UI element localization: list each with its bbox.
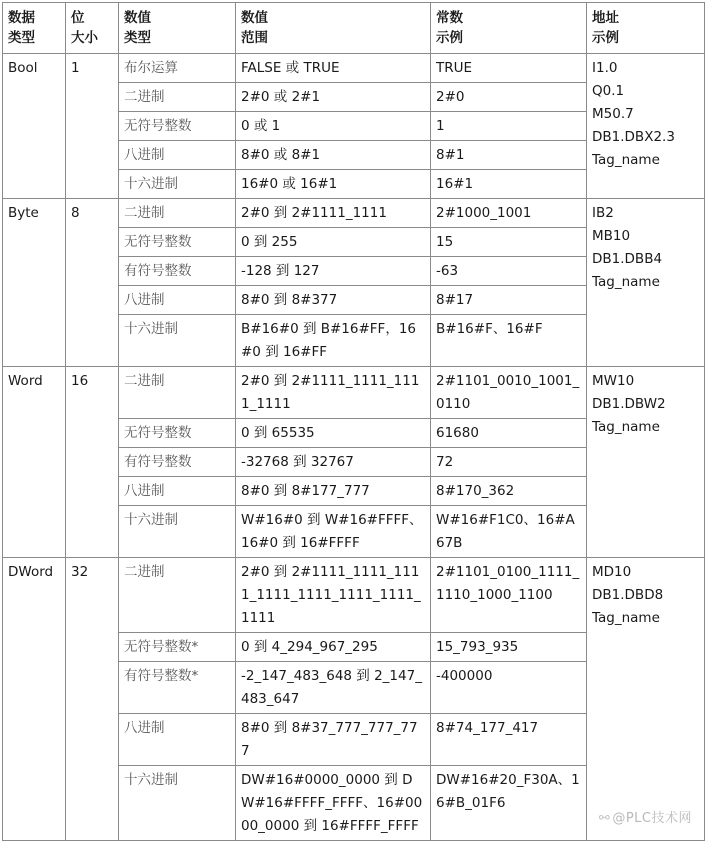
value-type-cell: 二进制 [119,199,236,228]
value-type-cell: 无符号整数* [119,633,236,662]
value-range-cell: -2_147_483_648 到 2_147_483_647 [236,662,431,714]
value-range-cell: 8#0 到 8#377 [236,286,431,315]
table-row [3,558,705,633]
value-range-cell: 2#0 到 2#1111_1111_1111_1111 [236,367,431,419]
constant-example-cell: TRUE [431,54,587,83]
value-type-cell: 二进制 [119,558,236,633]
value-range-cell: 0 到 255 [236,228,431,257]
data-type-cell: DWord [3,558,66,841]
value-type-cell: 无符号整数 [119,419,236,448]
constant-example-cell: 2#1000_1001 [431,199,587,228]
value-range-cell: DW#16#0000_0000 到 DW#16#FFFF_FFFF、16#0000_0000 到 16#FFFF_FFFF [236,766,431,841]
data-type-table [2,2,705,841]
value-range-cell: W#16#0 到 W#16#FFFF、16#0 到 16#FFFF [236,506,431,558]
value-type-cell: 十六进制 [119,506,236,558]
bit-size-cell: 8 [66,199,119,367]
bit-size-cell: 1 [66,54,119,199]
constant-example-cell: 1 [431,112,587,141]
constant-example-cell: 16#1 [431,170,587,199]
value-type-cell: 十六进制 [119,315,236,367]
header-value-type: 数值 类型 [119,3,236,54]
value-range-cell: 8#0 到 8#177_777 [236,477,431,506]
constant-example-cell: W#16#F1C0、16#A67B [431,506,587,558]
value-range-cell: 2#0 到 2#1111_1111 [236,199,431,228]
address-example-cell: IB2 MB10 DB1.DBB4 Tag_name [587,199,705,367]
watermark-text: @PLC技术网 [612,811,692,826]
bit-size-cell: 32 [66,558,119,841]
table-row [3,367,705,419]
header-row [3,3,705,54]
constant-example-cell: B#16#F、16#F [431,315,587,367]
value-type-cell: 八进制 [119,714,236,766]
constant-example-cell: 8#170_362 [431,477,587,506]
constant-example-cell: 2#1101_0100_1111_1110_1000_1100 [431,558,587,633]
value-type-cell: 无符号整数 [119,228,236,257]
constant-example-cell: 15_793_935 [431,633,587,662]
value-range-cell: 16#0 或 16#1 [236,170,431,199]
constant-example-cell: 8#1 [431,141,587,170]
value-range-cell: FALSE 或 TRUE [236,54,431,83]
value-range-cell: 0 或 1 [236,112,431,141]
data-type-cell: Word [3,367,66,558]
value-type-cell: 八进制 [119,286,236,315]
value-type-cell: 二进制 [119,367,236,419]
value-type-cell: 八进制 [119,477,236,506]
header-bit-size: 位 大小 [66,3,119,54]
watermark [599,807,692,826]
constant-example-cell: 2#0 [431,83,587,112]
table-row [3,199,705,228]
constant-example-cell: 8#17 [431,286,587,315]
constant-example-cell: -400000 [431,662,587,714]
bit-size-cell: 16 [66,367,119,558]
constant-example-cell: 15 [431,228,587,257]
value-type-cell: 十六进制 [119,170,236,199]
value-type-cell: 无符号整数 [119,112,236,141]
value-range-cell: -128 到 127 [236,257,431,286]
value-type-cell: 布尔运算 [119,54,236,83]
value-range-cell: B#16#0 到 B#16#FF，16#0 到 16#FF [236,315,431,367]
value-type-cell: 有符号整数 [119,448,236,477]
value-type-cell: 十六进制 [119,766,236,841]
value-type-cell: 八进制 [119,141,236,170]
value-range-cell: 2#0 或 2#1 [236,83,431,112]
constant-example-cell: 61680 [431,419,587,448]
address-example-cell: MW10 DB1.DBW2 Tag_name [587,367,705,558]
value-type-cell: 有符号整数 [119,257,236,286]
data-type-cell: Bool [3,54,66,199]
value-range-cell: -32768 到 32767 [236,448,431,477]
address-example-cell: I1.0 Q0.1 M50.7 DB1.DBX2.3 Tag_name [587,54,705,199]
table-row [3,54,705,83]
value-type-cell: 有符号整数* [119,662,236,714]
value-range-cell: 2#0 到 2#1111_1111_1111_1111_1111_1111_1111_1111 [236,558,431,633]
constant-example-cell: 72 [431,448,587,477]
value-range-cell: 8#0 到 8#37_777_777_777 [236,714,431,766]
constant-example-cell: -63 [431,257,587,286]
header-constant-example: 常数 示例 [431,3,587,54]
constant-example-cell: 8#74_177_417 [431,714,587,766]
data-type-cell: Byte [3,199,66,367]
address-example-cell: MD10 DB1.DBD8 Tag_name [587,558,705,841]
header-address-example: 地址 示例 [587,3,705,54]
constant-example-cell: 2#1101_0010_1001_0110 [431,367,587,419]
constant-example-cell: DW#16#20_F30A、16#B_01F6 [431,766,587,841]
header-value-range: 数值 范围 [236,3,431,54]
value-range-cell: 0 到 65535 [236,419,431,448]
header-data-type: 数据 类型 [3,3,66,54]
value-range-cell: 0 到 4_294_967_295 [236,633,431,662]
value-type-cell: 二进制 [119,83,236,112]
chat-bubble-icon: ⚯ [598,811,611,826]
value-range-cell: 8#0 或 8#1 [236,141,431,170]
